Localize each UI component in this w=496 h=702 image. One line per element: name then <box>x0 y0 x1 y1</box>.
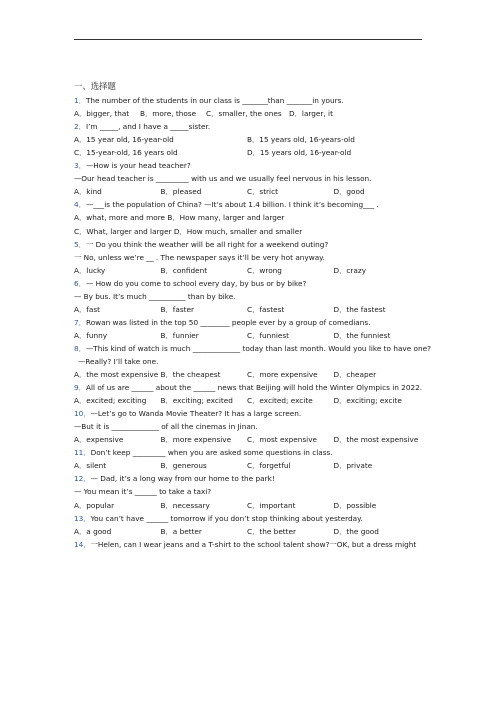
option-d: D．possible <box>333 500 377 510</box>
question-6 <box>74 277 434 290</box>
option-c: C．funniest <box>247 330 290 340</box>
option-d: D．the funniest <box>333 330 391 340</box>
question-number: 6． <box>74 278 86 288</box>
option-row-ab: A．what, more and more B．How many, larger and larger <box>74 213 285 223</box>
header-rule <box>74 39 422 40</box>
option-a: A．a good <box>74 526 112 536</box>
option-a: A．popular <box>74 500 115 510</box>
option-a: A．funny <box>74 330 108 340</box>
option-b: B．the cheapest <box>160 370 221 380</box>
option-a: A．lucky <box>74 265 106 275</box>
question-8 <box>74 342 434 355</box>
question-text: Don’t keep _________ when you are asked some questions in class. <box>90 448 333 458</box>
option-c: C．excited; excite <box>247 396 313 406</box>
option-c: C．smaller, the ones <box>206 109 282 119</box>
option-c: C．wrong <box>247 265 282 275</box>
option-c: C．fastest <box>247 304 285 314</box>
question-number: 14． <box>74 539 91 549</box>
question-11 <box>74 446 434 459</box>
question-text: 一 No, unless we’re __ . The newspaper says it’ll be very hot anyway. <box>74 252 325 262</box>
option-b: B．more expensive <box>160 435 232 445</box>
option-b: B．faster <box>160 304 194 314</box>
option-row-cd: C．What, larger and larger D．How much, smaller and smaller <box>74 226 303 236</box>
option-d: D．the good <box>333 526 379 536</box>
question-text: —How is your head teacher? <box>85 161 191 171</box>
option-d: D．private <box>333 461 373 471</box>
option-c: C．most expensive <box>247 435 318 445</box>
option-a: A．the most expensive <box>74 370 159 380</box>
options-row <box>74 146 434 159</box>
question-number: 13． <box>74 513 91 523</box>
question-2 <box>74 120 434 133</box>
option-a: A．kind <box>74 187 102 197</box>
option-d: D．15 years old, 16-year-old <box>247 148 352 158</box>
option-d: D．crazy <box>333 265 367 275</box>
question-text: 一Helen, can I wear jeans and a T-shirt to the school talent show?一OK, but a dress might <box>90 539 417 549</box>
option-b: B．15 years old, 16-years-old <box>247 135 355 145</box>
question-5 <box>74 238 434 251</box>
options-row <box>74 303 434 316</box>
option-b: B．more, those <box>140 109 197 119</box>
option-c: C．strict <box>247 187 278 197</box>
option-c: C．15-year-old, 16 years old <box>74 148 178 158</box>
question-number: 7． <box>74 317 86 327</box>
question-text: — You mean it’s ______ to take a taxi? <box>74 487 212 497</box>
option-c: C．more expensive <box>247 370 318 380</box>
question-number: 2． <box>74 122 86 132</box>
question-14 <box>74 538 434 551</box>
exam-content <box>74 80 434 551</box>
option-b: B．exciting; excited <box>160 396 233 406</box>
options-row <box>74 107 434 120</box>
option-b: B．generous <box>160 461 207 471</box>
question-7 <box>74 316 434 329</box>
options-row <box>74 264 434 277</box>
question-number: 9． <box>74 383 86 393</box>
question-text: — How do you come to school every day, by bus or by bike? <box>85 278 307 288</box>
option-c: C．important <box>247 500 296 510</box>
question-text: —Let’s go to Wanda Movie Theater? It has a large screen. <box>90 409 302 419</box>
option-a: A．fast <box>74 304 100 314</box>
question-3 <box>74 159 434 172</box>
question-text: You can’t have ______ tomorrow if you don’t stop thinking about yesterday. <box>90 513 363 523</box>
option-b: B．a better <box>160 526 202 536</box>
option-b: B．confident <box>160 265 208 275</box>
question-number: 1． <box>74 96 86 106</box>
question-text: The number of the students in our class is _______than _______in yours. <box>85 96 344 106</box>
section-title: 一、选择题 <box>74 81 116 91</box>
question-text: —This kind of watch is much _____________ today than last month. Would you like to have one? <box>85 343 432 353</box>
question-text: Rowan was listed in the top 50 ________ people ever by a group of comedians. <box>85 317 371 327</box>
question-text: — Dad, it’s a long way from our home to the park! <box>90 474 275 484</box>
question-text: —___is the population of China? —It’s about 1.4 billion. I think it’s becoming___ . <box>85 200 379 210</box>
question-number: 11． <box>74 448 91 458</box>
option-d: D．good <box>333 187 365 197</box>
question-number: 5． <box>74 239 86 249</box>
question-text: —But it is _____________ of all the cinemas in Jinan. <box>74 422 258 432</box>
option-a: A．bigger, that <box>74 109 130 119</box>
option-a: A．silent <box>74 461 107 471</box>
question-number: 3． <box>74 161 86 171</box>
question-text: I’m _____, and I have a _____sister. <box>85 122 211 132</box>
option-d: D．the most expensive <box>333 435 419 445</box>
options-row <box>74 133 434 146</box>
option-b: B．funnier <box>160 330 199 340</box>
option-d: D．larger, it <box>289 109 333 119</box>
options-row <box>74 433 434 446</box>
options-row <box>74 499 434 512</box>
options-row <box>74 368 434 381</box>
options-row <box>74 394 434 407</box>
question-text: —Really? I’ll take one. <box>78 356 159 366</box>
option-d: D．exciting; excite <box>333 396 402 406</box>
option-c: C．forgetful <box>247 461 291 471</box>
options-row <box>74 459 434 472</box>
option-d: D．the fastest <box>333 304 386 314</box>
question-number: 10． <box>74 409 91 419</box>
options-row <box>74 525 434 538</box>
option-a: A．expensive <box>74 435 124 445</box>
options-row <box>74 329 434 342</box>
option-a: A．15 year old, 16-year-old <box>74 135 174 145</box>
question-9 <box>74 381 434 394</box>
options-row <box>74 185 434 198</box>
question-text: All of us are ______ about the ______ news that Beijing will hold the Winter Olympics in 2022. <box>85 383 423 393</box>
option-b: B．necessary <box>160 500 210 510</box>
question-12 <box>74 472 434 485</box>
question-13 <box>74 512 434 525</box>
option-d: D．cheaper <box>333 370 377 380</box>
question-text: —Our head teacher is _________ with us and we usually feel nervous in his lesson. <box>74 174 372 184</box>
question-text: 一 Do you think the weather will be all right for a weekend outing? <box>85 239 329 249</box>
option-a: A．excited; exciting <box>74 396 147 406</box>
question-number: 12． <box>74 474 91 484</box>
option-b: B．pleased <box>160 187 202 197</box>
question-4 <box>74 198 434 211</box>
question-10 <box>74 407 434 420</box>
question-1 <box>74 94 434 107</box>
question-number: 4． <box>74 200 86 210</box>
option-c: C．the better <box>247 526 297 536</box>
question-number: 8． <box>74 343 86 353</box>
question-text: — By bus. It’s much __________ than by bike. <box>74 291 236 301</box>
